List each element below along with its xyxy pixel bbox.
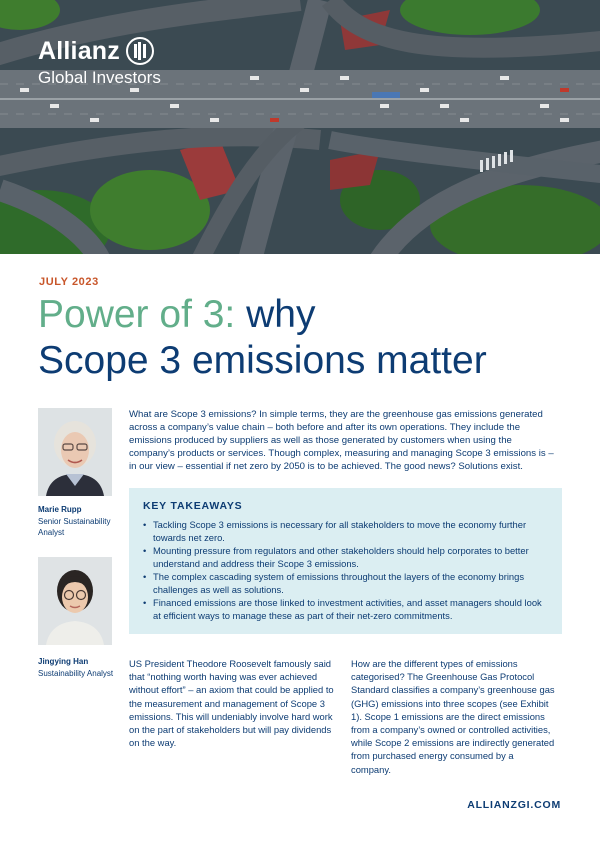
takeaway-item: • The complex cascading system of emissions throughout the layers of the economy brings challenges as well as solutions. xyxy=(143,570,548,596)
body-column-2: How are the different types of emissions categorised? The Greenhouse Gas Protocol Standard classifies a company’s greenhouse gas (GHG) emissions into three scopes (see Exhibit 1). Scope 1 emissions are the direct emissions from a company’s owned or controlled activities, while Scope 2 emissions are indirectly generated from purchased energy consumed by a company. xyxy=(351,658,555,775)
author-role: Sustainability Analyst xyxy=(38,669,114,678)
hero-image xyxy=(0,0,600,254)
logo-brand-text: Allianz xyxy=(38,37,120,65)
takeaways-heading: KEY TAKEAWAYS xyxy=(143,500,243,512)
body-column-1: US President Theodore Roosevelt famously said that “nothing worth having was ever achieved without effort” – an axiom that could be applied to the measurement and management of Scope 3 emissions. This will undeniably involve hard work on the part of stakeholders but will pay dividends on the way. xyxy=(129,658,334,749)
author-photo-marie-rupp xyxy=(38,408,112,496)
takeaway-item: • Mounting pressure from regulators and other stakeholders should help corporates to better understand and address their Scope 3 emissions. xyxy=(143,544,548,570)
author-portrait-2 xyxy=(38,557,112,645)
takeaways-list xyxy=(143,518,548,622)
author-name: Marie Rupp xyxy=(38,505,82,514)
intro-paragraph: What are Scope 3 emissions? In simple terms, they are the greenhouse gas emissions generated across a company’s value chain – both before and after its own operations. They include the emissions produced by suppliers as well as those generated by customers when using the company’s products or services. Though complex, measuring and managing Scope 3 emissions is – in our view – essential if net zero by 2050 is to be achieved. The good news? Solutions exist. xyxy=(129,409,554,472)
author-name: Jingying Han xyxy=(38,657,89,666)
author-role: Senior Sustainability Analyst xyxy=(38,517,111,537)
logo-subtitle: Global Investors xyxy=(38,68,161,87)
website-link[interactable]: ALLIANZGI.COM xyxy=(467,799,561,811)
allianz-logo[interactable] xyxy=(38,36,161,89)
takeaway-item: • Financed emissions are those linked to investment activities, and asset managers should look at efficient ways to manage these as part of their net-zero commitments. xyxy=(143,596,548,622)
key-takeaways-box xyxy=(129,488,562,634)
allianz-eagle-icon xyxy=(126,37,154,65)
title-line2: Scope 3 emissions matter xyxy=(38,339,487,382)
takeaway-item: • Tackling Scope 3 emissions is necessary for all stakeholders to move the economy further towards net zero. xyxy=(143,518,548,544)
publish-date: JULY 2023 xyxy=(39,276,99,288)
author-photo-jingying-han xyxy=(38,557,112,645)
page-title xyxy=(38,292,487,384)
title-accent: Power of 3: xyxy=(38,293,236,336)
title-line1-rest: why xyxy=(246,293,316,336)
author-portrait-1 xyxy=(38,408,112,496)
